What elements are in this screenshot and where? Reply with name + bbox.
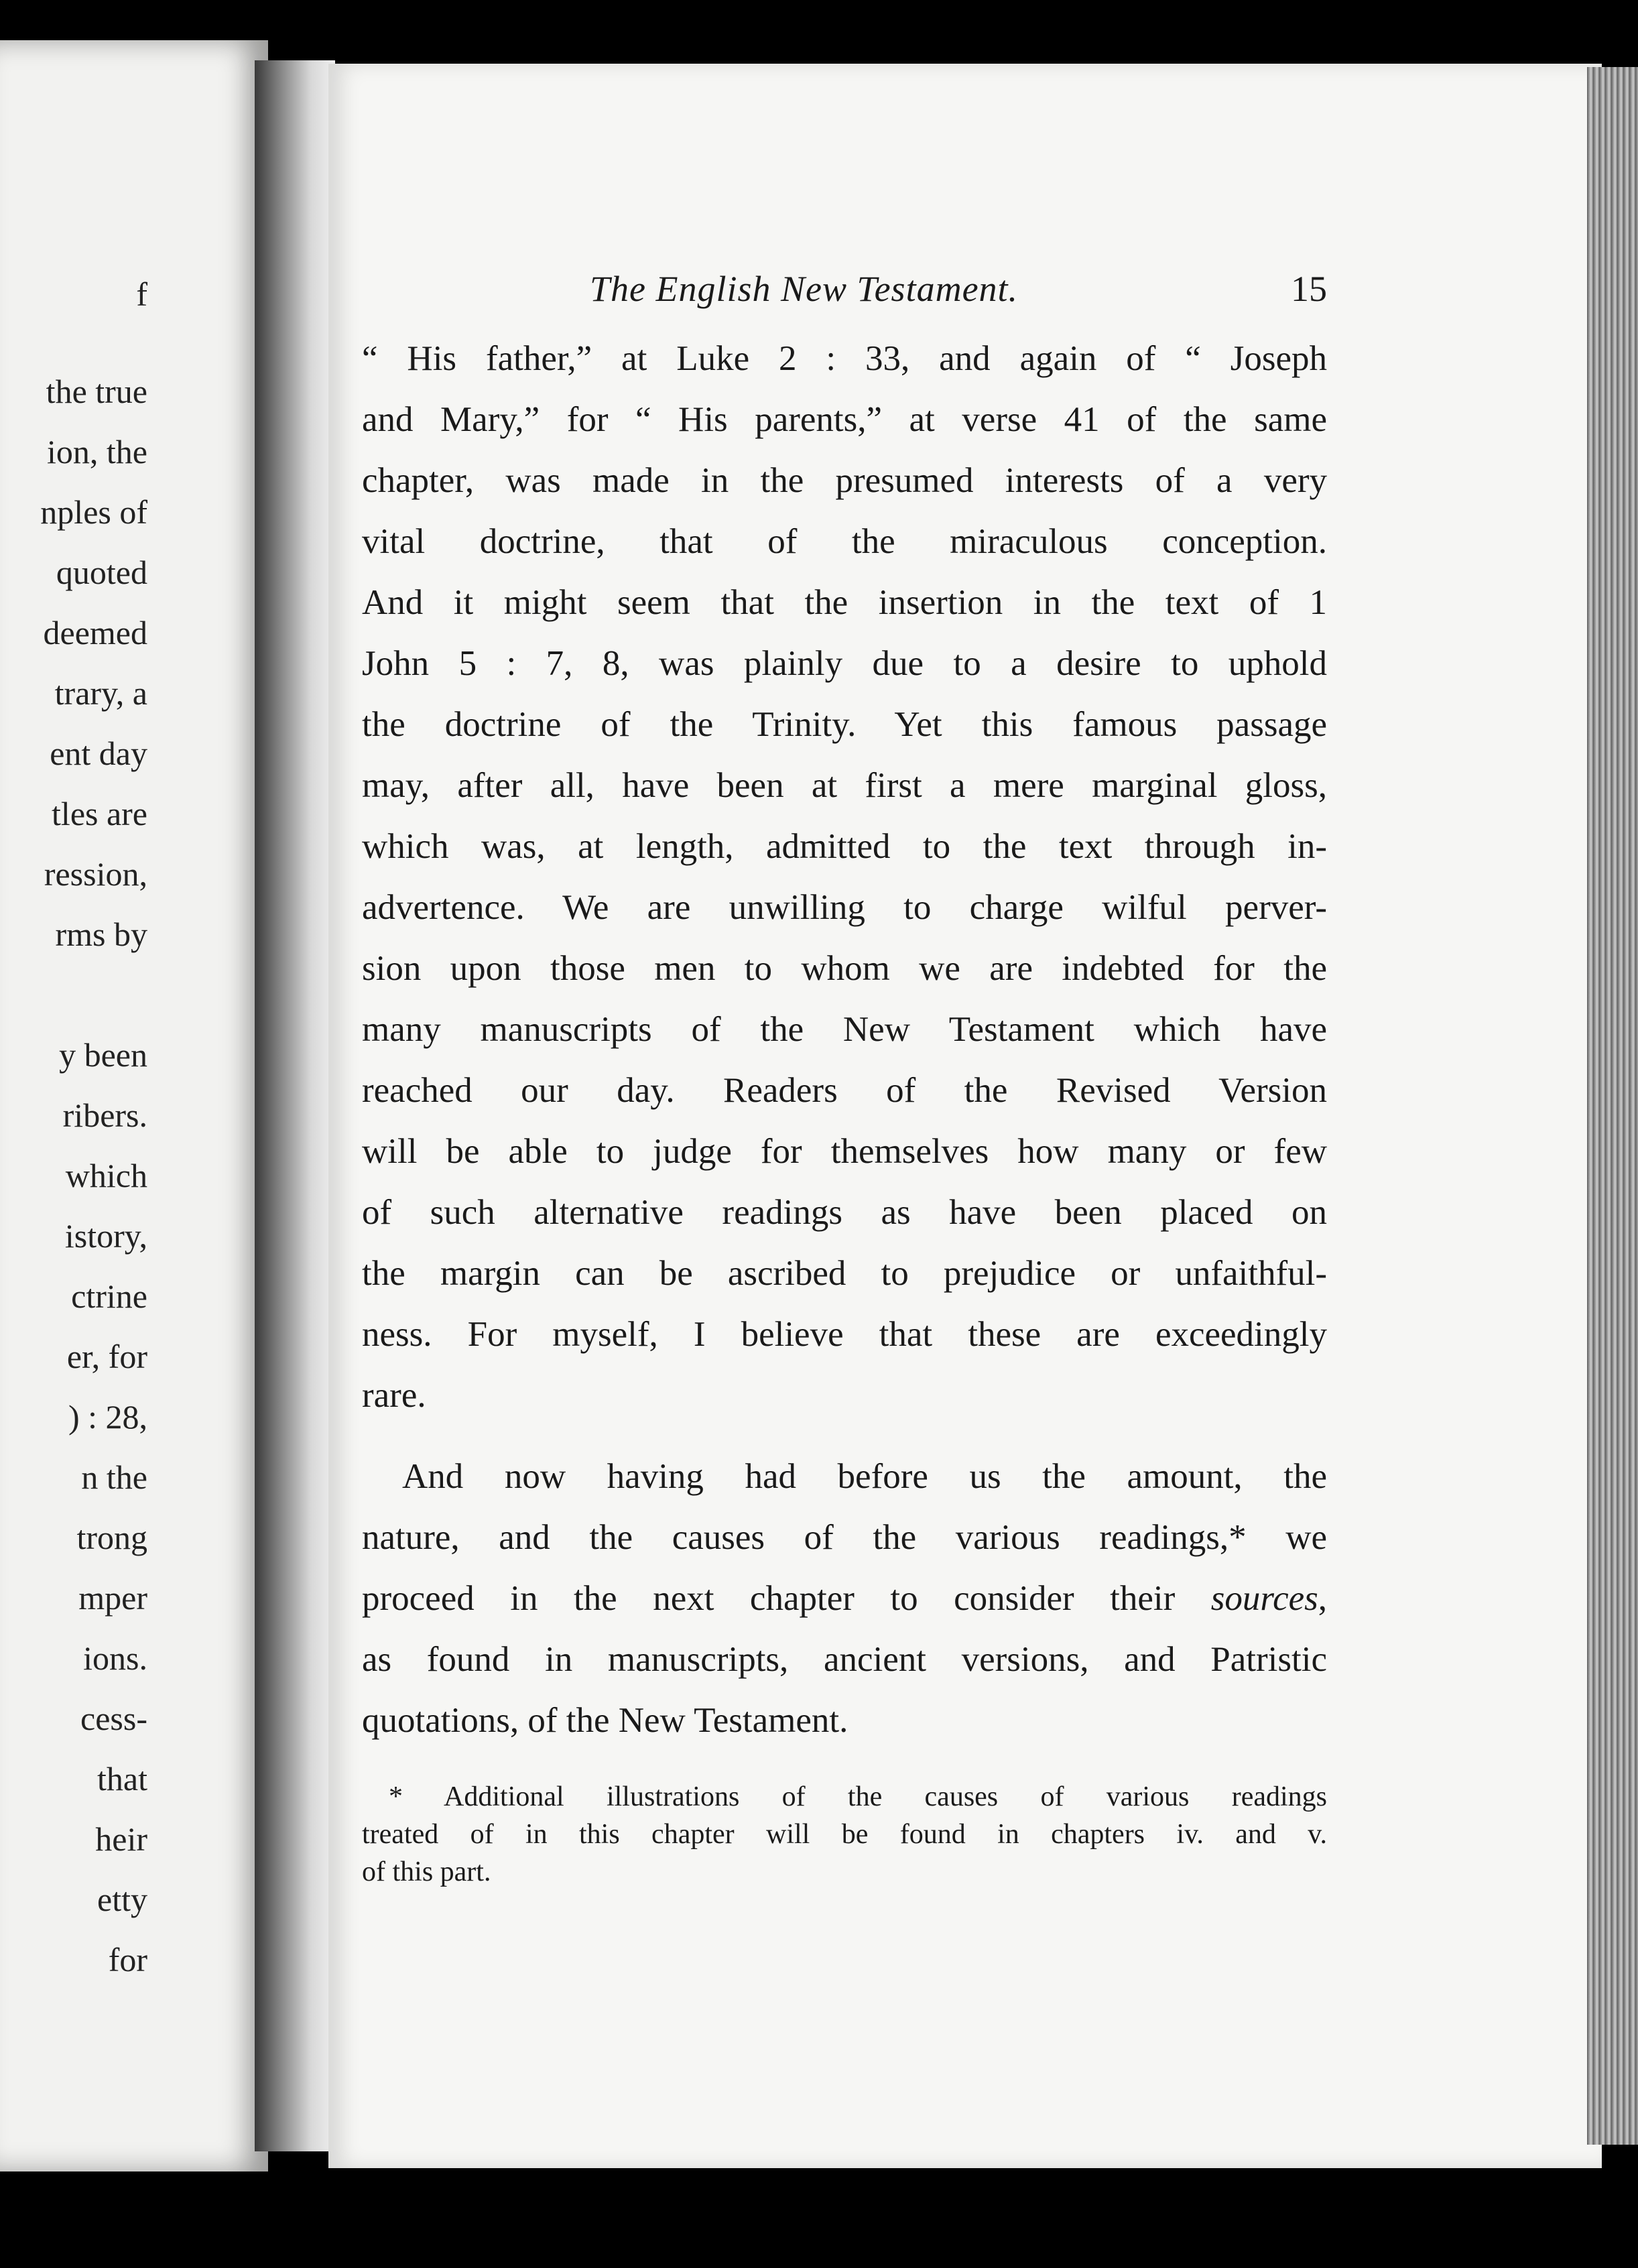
text-line: quotations, of the New Testament. bbox=[362, 1701, 848, 1740]
text-line: And now having had before us the amount, the bbox=[402, 1457, 1327, 1496]
facing-page-line: the true bbox=[46, 373, 147, 410]
text-line: may, after all, have been at first a mere marginal gloss, bbox=[362, 766, 1327, 805]
facing-page-line: trary, a bbox=[54, 674, 147, 712]
text-line: chapter, was made in the presumed interests of a very bbox=[362, 461, 1327, 500]
facing-page-line: ions. bbox=[83, 1639, 147, 1677]
page-header bbox=[362, 268, 1327, 328]
facing-page-line: trong bbox=[76, 1519, 147, 1556]
text-line: advertence. We are unwilling to charge wilful perver- bbox=[362, 888, 1327, 927]
footnote-line: * Additional illustrations of the causes of various readings bbox=[389, 1781, 1327, 1812]
text-line: and Mary,” for “ His parents,” at verse 41 of the same bbox=[362, 400, 1327, 439]
text-line: which was, at length, admitted to the text through in- bbox=[362, 827, 1327, 866]
paragraph-2 bbox=[362, 1446, 1327, 1751]
facing-page-line: heir bbox=[95, 1820, 147, 1858]
facing-page-line: ion, the bbox=[47, 433, 147, 470]
book-gutter bbox=[255, 60, 335, 2151]
facing-page-line: rms by bbox=[55, 916, 147, 953]
text-line: ness. For myself, I believe that these are exceedingly bbox=[362, 1315, 1327, 1354]
facing-page-line: tles are bbox=[52, 795, 147, 832]
text-line: proceed in the next chapter to consider their sources, bbox=[362, 1579, 1327, 1618]
text-line: And it might seem that the insertion in the text of 1 bbox=[362, 583, 1327, 622]
facing-page-line: n the bbox=[81, 1458, 147, 1496]
facing-page-line: that bbox=[97, 1760, 147, 1798]
text-line: John 5 : 7, 8, was plainly due to a desire to uphold bbox=[362, 644, 1327, 683]
facing-page-line: ctrine bbox=[71, 1277, 147, 1315]
facing-page-text bbox=[0, 40, 268, 2171]
text-line: sion upon those men to whom we are indebted for the bbox=[362, 949, 1327, 988]
page-edges bbox=[1587, 67, 1638, 2145]
facing-page-line: quoted bbox=[56, 554, 147, 591]
facing-page-line: ribers. bbox=[62, 1096, 147, 1134]
facing-page-line: ent day bbox=[50, 735, 147, 772]
text-line: rare. bbox=[362, 1376, 426, 1415]
text-line: vital doctrine, that of the miraculous conception. bbox=[362, 522, 1327, 561]
facing-page-line: ) : 28, bbox=[68, 1398, 147, 1436]
facing-page-line: deemed bbox=[43, 614, 147, 651]
text-line: the margin can be ascribed to prejudice or unfaithful- bbox=[362, 1254, 1327, 1293]
facing-page-line: for bbox=[108, 1941, 147, 1978]
facing-page-line: f bbox=[136, 275, 147, 313]
facing-page-line: er, for bbox=[66, 1338, 147, 1375]
footnote-line: of this part. bbox=[362, 1856, 491, 1887]
text-line: of such alternative readings as have been placed on bbox=[362, 1193, 1327, 1232]
facing-page-line: which bbox=[65, 1157, 147, 1194]
facing-page-line: cess- bbox=[80, 1700, 147, 1737]
text-line: the doctrine of the Trinity. Yet this famous passage bbox=[362, 705, 1327, 744]
facing-page-line: nples of bbox=[40, 493, 147, 531]
footnote bbox=[362, 1778, 1327, 1891]
text-line: reached our day. Readers of the Revised Version bbox=[362, 1071, 1327, 1110]
facing-page-line: istory, bbox=[64, 1217, 147, 1255]
text-line: as found in manuscripts, ancient versions, and Patristic bbox=[362, 1640, 1327, 1679]
text-line: will be able to judge for themselves how many or few bbox=[362, 1132, 1327, 1171]
footnote-line: treated of in this chapter will be found in chapters iv. and v. bbox=[362, 1819, 1327, 1850]
paragraph-1 bbox=[362, 328, 1327, 1426]
text-line: many manuscripts of the New Testament which have bbox=[362, 1010, 1327, 1049]
page-content bbox=[362, 268, 1327, 1891]
facing-page-line: ression, bbox=[44, 855, 147, 893]
running-head: The English New Testament. bbox=[590, 269, 1019, 309]
facing-page bbox=[0, 40, 268, 2171]
paragraph-gap bbox=[362, 1426, 1327, 1446]
text-line: nature, and the causes of the various readings,* we bbox=[362, 1518, 1327, 1557]
facing-page-line: mper bbox=[78, 1579, 147, 1617]
page-number: 15 bbox=[1291, 269, 1327, 309]
text-line: “ His father,” at Luke 2 : 33, and again of “ Joseph bbox=[362, 339, 1327, 378]
facing-page-line: y been bbox=[59, 1036, 147, 1074]
facing-page-line: etty bbox=[97, 1881, 147, 1918]
